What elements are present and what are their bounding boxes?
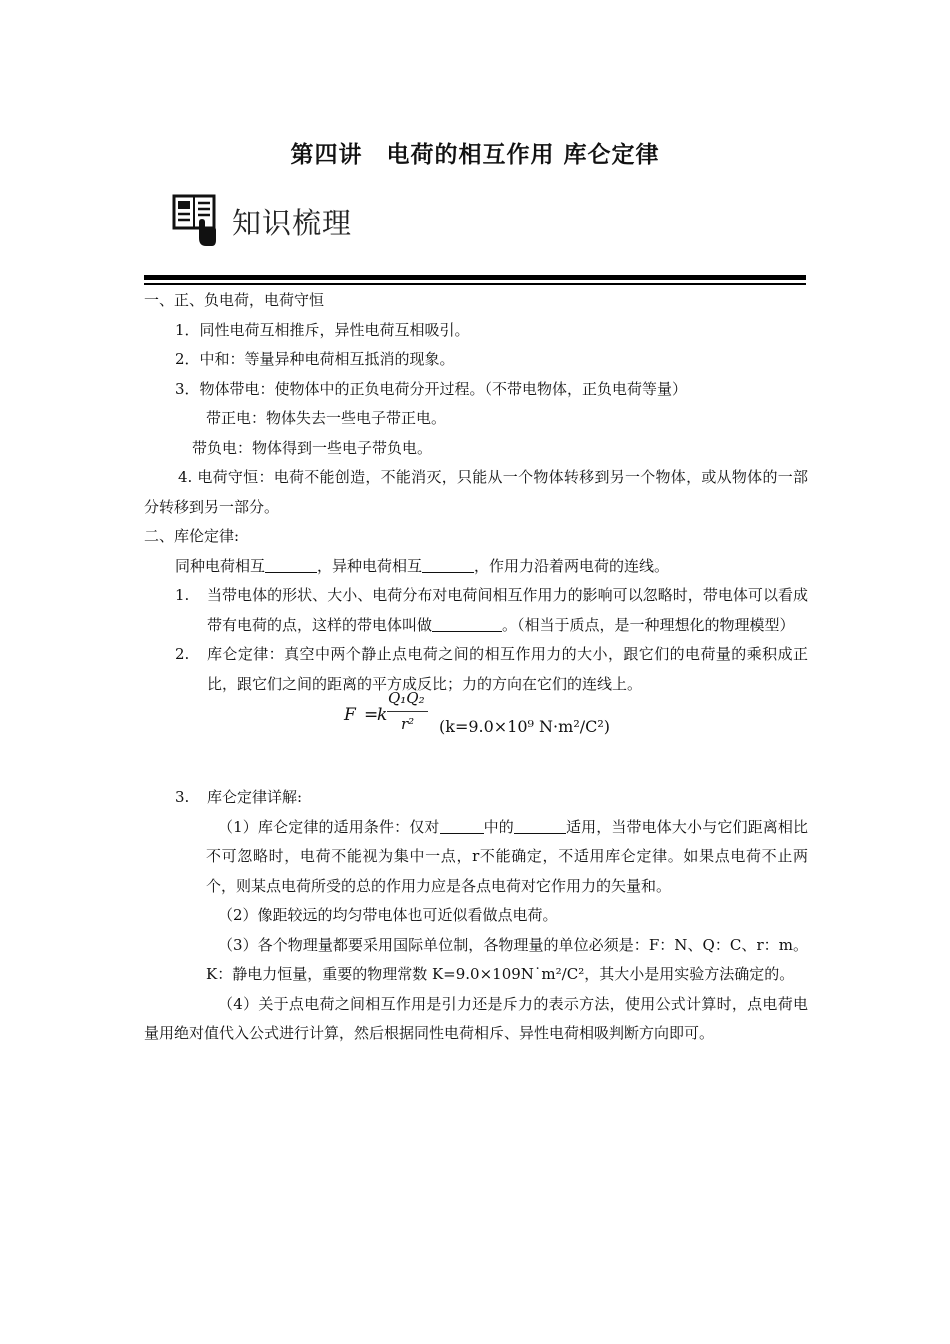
formula-denominator: r² bbox=[401, 715, 415, 733]
list-item bbox=[144, 640, 808, 699]
paragraph: 4. 电荷守恒：电荷不能创造，不能消灭，只能从一个物体转移到另一个物体，或从物体的一部分转移到另一部分。 bbox=[144, 468, 808, 516]
fill-blank bbox=[514, 818, 566, 834]
formula-constant: (k=9.0×10⁹ N·m²/C²) bbox=[439, 717, 611, 736]
item-text: 库仑定律：真空中两个静止点电荷之间的相互作用力的大小，跟它们的电荷量的乘积成正比，跟它们之间的距离的平方成反比；力的方向在它们的连线上。 bbox=[207, 645, 808, 693]
fill-blank bbox=[432, 616, 502, 632]
document-body bbox=[144, 286, 808, 1049]
text-run: 当带电体的形状、大小、电荷分布对电荷间相互作用力的影响可以忽略时，带电体可以看成带有电荷的点，这样的带电体叫做 bbox=[207, 586, 808, 634]
divider-thin bbox=[144, 283, 806, 285]
paragraph bbox=[144, 552, 808, 582]
list-item bbox=[144, 783, 808, 813]
text-run: 中的 bbox=[483, 817, 514, 836]
fill-blank bbox=[422, 557, 474, 573]
section-heading: 一、正、负电荷，电荷守恒 bbox=[144, 291, 325, 309]
formula-lhs: F bbox=[344, 705, 356, 725]
text-run: 同种电荷相互 bbox=[175, 556, 266, 575]
formula-equals: = bbox=[364, 705, 379, 725]
sub-paragraph: （2）像距较远的均匀带电体也可近似看做点电荷。 bbox=[218, 906, 558, 924]
paragraph: 带负电：物体得到一些电子带负电。 bbox=[192, 438, 433, 457]
item-text: 库仑定律详解: bbox=[207, 788, 303, 806]
formula-k: k bbox=[377, 705, 388, 725]
item-number: 3. bbox=[175, 788, 190, 806]
reading-hand-icon bbox=[172, 194, 218, 248]
sub-paragraph bbox=[144, 813, 808, 902]
item-text bbox=[207, 581, 808, 640]
section-heading: 二、库伦定律: bbox=[144, 527, 240, 545]
paragraph: 3．物体带电：使物体中的正负电荷分开过程。（不带电物体，正负电荷等量） bbox=[175, 379, 688, 398]
fill-blank bbox=[265, 557, 317, 573]
coulomb-formula bbox=[144, 689, 808, 783]
paragraph: 2．中和：等量异种电荷相互抵消的现象。 bbox=[175, 350, 455, 368]
fill-blank bbox=[440, 818, 484, 834]
banner-title: 知识梳理 bbox=[232, 205, 353, 240]
paragraph: 1．同性电荷互相推斥，异性电荷互相吸引。 bbox=[175, 320, 470, 339]
paragraph: 带正电：物体失去一些电子带正电。 bbox=[206, 409, 447, 427]
list-item bbox=[144, 581, 808, 640]
text-run: （1）库仑定律的适用条件：仅对 bbox=[218, 817, 440, 836]
text-run: ，作用力沿着两电荷的连线。 bbox=[474, 556, 670, 575]
formula-numerator: Q₁Q₂ bbox=[388, 689, 425, 707]
text-run: 。（相当于质点，是一种理想化的物理模型） bbox=[502, 615, 795, 634]
divider-thick bbox=[144, 275, 806, 280]
section-banner bbox=[172, 193, 352, 249]
paragraph: （4）关于点电荷之间相互作用是引力还是斥力的表示方法，使用公式计算时，点电荷电量用绝对值代入公式进行计算，然后根据同性电荷相斥、异性电荷相吸判断方向即可。 bbox=[144, 994, 808, 1042]
item-number: 1. bbox=[175, 586, 190, 604]
fraction-bar bbox=[387, 711, 428, 712]
text-run: ，异种电荷相互 bbox=[317, 556, 423, 575]
item-number: 2. bbox=[175, 645, 190, 663]
sub-paragraph: （3）各个物理量都要采用国际单位制，各物理量的单位必须是：F：N、Q：C、r：m。K：静电力恒量，重要的物理常数 K=9.0×109N˙m²/C²，其大小是用实验方法确定的。 bbox=[206, 935, 808, 983]
page-title: 第四讲 电荷的相互作用 库仑定律 bbox=[290, 142, 660, 168]
text-run: 适用，当带电体大小与它们距离相比不可忽略时，电荷不能视为集中一点，r不能确定，不适用库仑定律。如果点电荷不止两个，则某点电荷所受的总的作用力应是各点电荷对它作用力的矢量和。 bbox=[206, 817, 808, 895]
